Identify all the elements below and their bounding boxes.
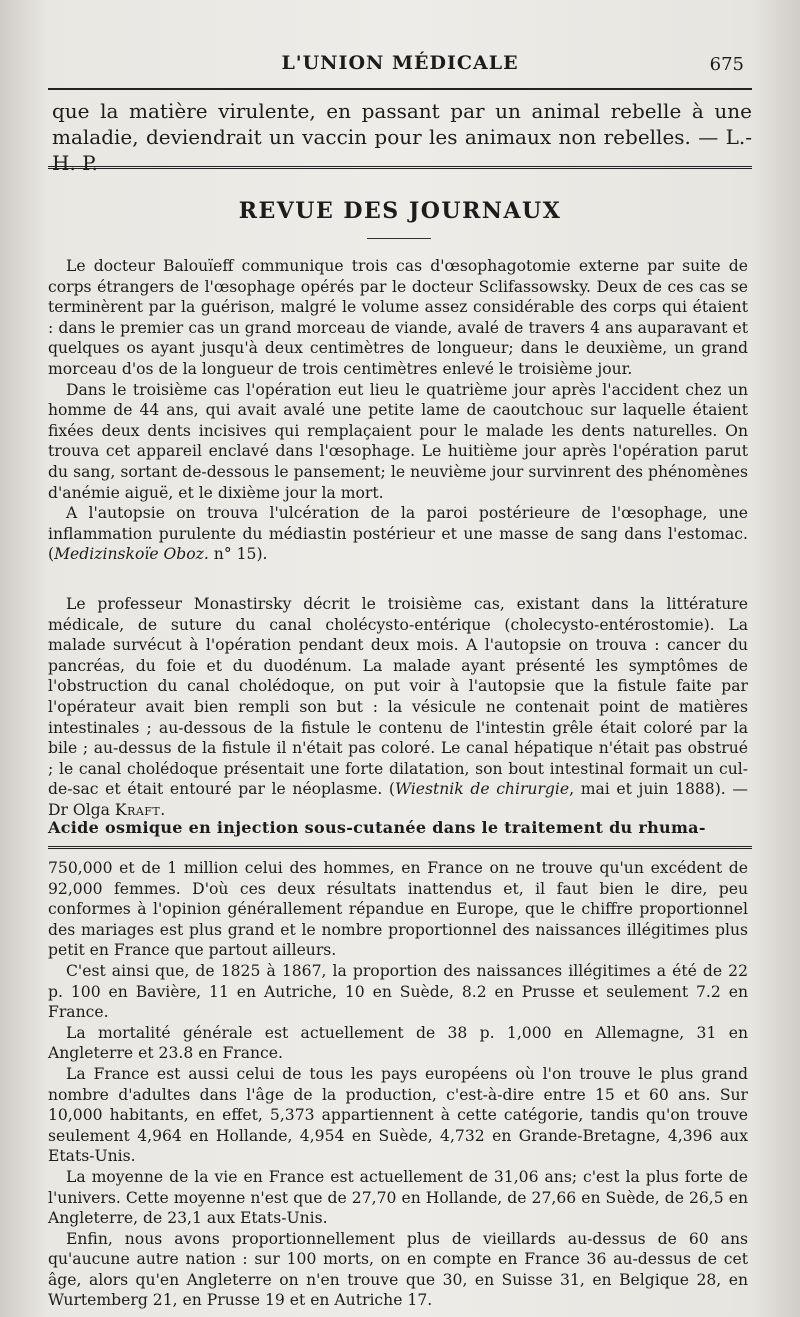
article2-text: Le professeur Monastirsky décrit le troisième cas, existant dans la littérature médicale, de suture du canal cholécysto-entérique (cholecysto-entérostomie). La malade survécut à l'opération pendant deux mois. A l'autopsie on trouva : cancer du pancréas, du foie et du duodénum. La malade ayant présenté les symptômes de l'obstruction du canal cholédoque, on put voir à l'autopsie que la fistule faite par l'opérateur avait bien rempli son but : la vésicule ne contenait point de matières intestinales ; au-dessous de la fistule le contenu de l'intestin grêle était coloré par la bile ; au-dessus de la fistule il n'était pas coloré. Le canal hépatique n'était pas obstrué ; le canal cholédoque présentait une forte dilatation, son bout intestinal formait un cul-de-sac et était entouré par le néoplasme. (	[48, 595, 748, 799]
header-rule	[48, 88, 752, 90]
title-dash	[367, 238, 431, 239]
intro-text: que la matière virulente, en passant par un animal rebelle à une maladie, deviendrait un vaccin pour les animaux non rebelles. — L.-H. P.	[52, 99, 752, 175]
section-heading	[0, 198, 800, 228]
stats-paragraph-4: La France est aussi celui de tous les pays européens où l'on trouve le plus grand nombre d'adultes dans l'âge de la production, c'est-à-dire entre 15 et 60 ans. Sur 10,000 habitants, en effet, 5,373 appartiennent à cette catégorie, tandis qu'on trouve seulement 4,964 en Hollande, 4,954 en Suède, 4,732 en Grande-Bretagne, 4,396 aux Etats-Unis.	[48, 1064, 748, 1166]
article2-source: Wiestnik de chirurgie	[395, 780, 570, 799]
article1-p3-text: A l'autopsie on trouva l'ulcération de la paroi postérieure de l'œsophage, une inflammation purulente du médiastin postérieur et une masse de sang dans l'estomac. (	[48, 504, 748, 564]
stats-paragraph-3: La mortalité générale est actuellement de 38 p. 1,000 en Allemagne, 31 en Angleterre et 23.8 en France.	[48, 1023, 748, 1063]
article1-paragraph-3	[48, 503, 748, 565]
article2-date: , mai et juin 1888). — Dr Olga	[48, 780, 748, 819]
article2-paragraph	[48, 594, 748, 821]
intro-paragraph	[52, 98, 752, 176]
section-divider	[48, 166, 752, 169]
stats-paragraph-1: 750,000 et de 1 million celui des hommes, en France on ne trouve qu'un excédent de 92,000 femmes. D'où ces deux résultats inattendus et, il faut bien le dire, peu conformes à l'opinion générallement répandue en Europe, que le chiffre proportionnel des mariages est plus grand et le nombre proportionnel des naissances illégitimes plus petit en France que partout ailleurs.	[48, 859, 748, 960]
article2-author: Kraft.	[114, 800, 166, 819]
page-header	[48, 52, 752, 82]
stats-paragraph-5: La moyenne de la vie en France est actuellement de 31,06 ans; c'est la plus forte de l'univers. Cette moyenne n'est que de 27,70 en Hollande, de 27,66 en Suède, de 26,5 en Angleterre, de 23,1 aux Etats-Unis.	[48, 1167, 748, 1228]
section-title: REVUE DES JOURNAUX	[238, 198, 562, 224]
stats-paragraph-6: Enfin, nous avons proportionnellement plus de vieillards au-dessus de 60 ans qu'aucune autre nation : sur 100 morts, on en compte en France 36 au-dessus de cet âge, alors qu'en Angleterre on n'en trouve que 30, en Suisse 31, en Belgique 28, en Wurtemberg 21, en Prusse 19 et en Autriche 17.	[48, 1229, 748, 1310]
subheading-acide-osmique: Acide osmique en injection sous-cutanée dans le traitement du rhuma-	[48, 818, 706, 837]
article-monastirsky	[48, 594, 748, 821]
running-title: L'UNION MÉDICALE	[281, 52, 519, 74]
article-oesophagotomie	[48, 256, 748, 565]
article1-source: Medizinskoïe Oboz.	[54, 545, 209, 564]
article1-paragraph-1: Le docteur Balouïeff communique trois cas d'œsophagotomie externe par suite de corps étrangers de l'œsophage opérés par le docteur Sclifassowsky. Deux de ces cas se terminèrent par la guérison, malgré le volume assez considérable des corps qui étaient : dans le premier cas un grand morceau de viande, avalé de travers 4 ans auparavant et quelques os ayant jusqu'à deux centimètres de longueur; dans le deuxième, un grand morceau d'os de la longueur de trois centimètres enlevé le troisième jour.	[48, 257, 748, 378]
page-number: 675	[709, 54, 744, 75]
stats-paragraph-2: C'est ainsi que, de 1825 à 1867, la proportion des naissances illégitimes a été de 22 p. 100 en Bavière, 11 en Autriche, 10 en Suède, 8.2 en Prusse et seulement 7.2 en France.	[48, 961, 748, 1022]
bottom-divider	[48, 846, 752, 849]
demographics-section	[48, 858, 748, 1311]
article1-paragraph-2: Dans le troisième cas l'opération eut lieu le quatrième jour après l'accident chez un homme de 44 ans, qui avait avalé une petite lame de caoutchouc sur laquelle étaient fixées deux dents incisives qui remplaçaient pour le malade les dents naturelles. On trouva cet appareil enclavé dans l'œsophage. Le huitième jour après l'opération parut du sang, sortant de-dessous le pansement; le neuvième jour survinrent des phénomènes d'anémie aiguë, et le dixième jour la mort.	[48, 380, 748, 502]
article1-source-number: n° 15).	[208, 545, 268, 564]
